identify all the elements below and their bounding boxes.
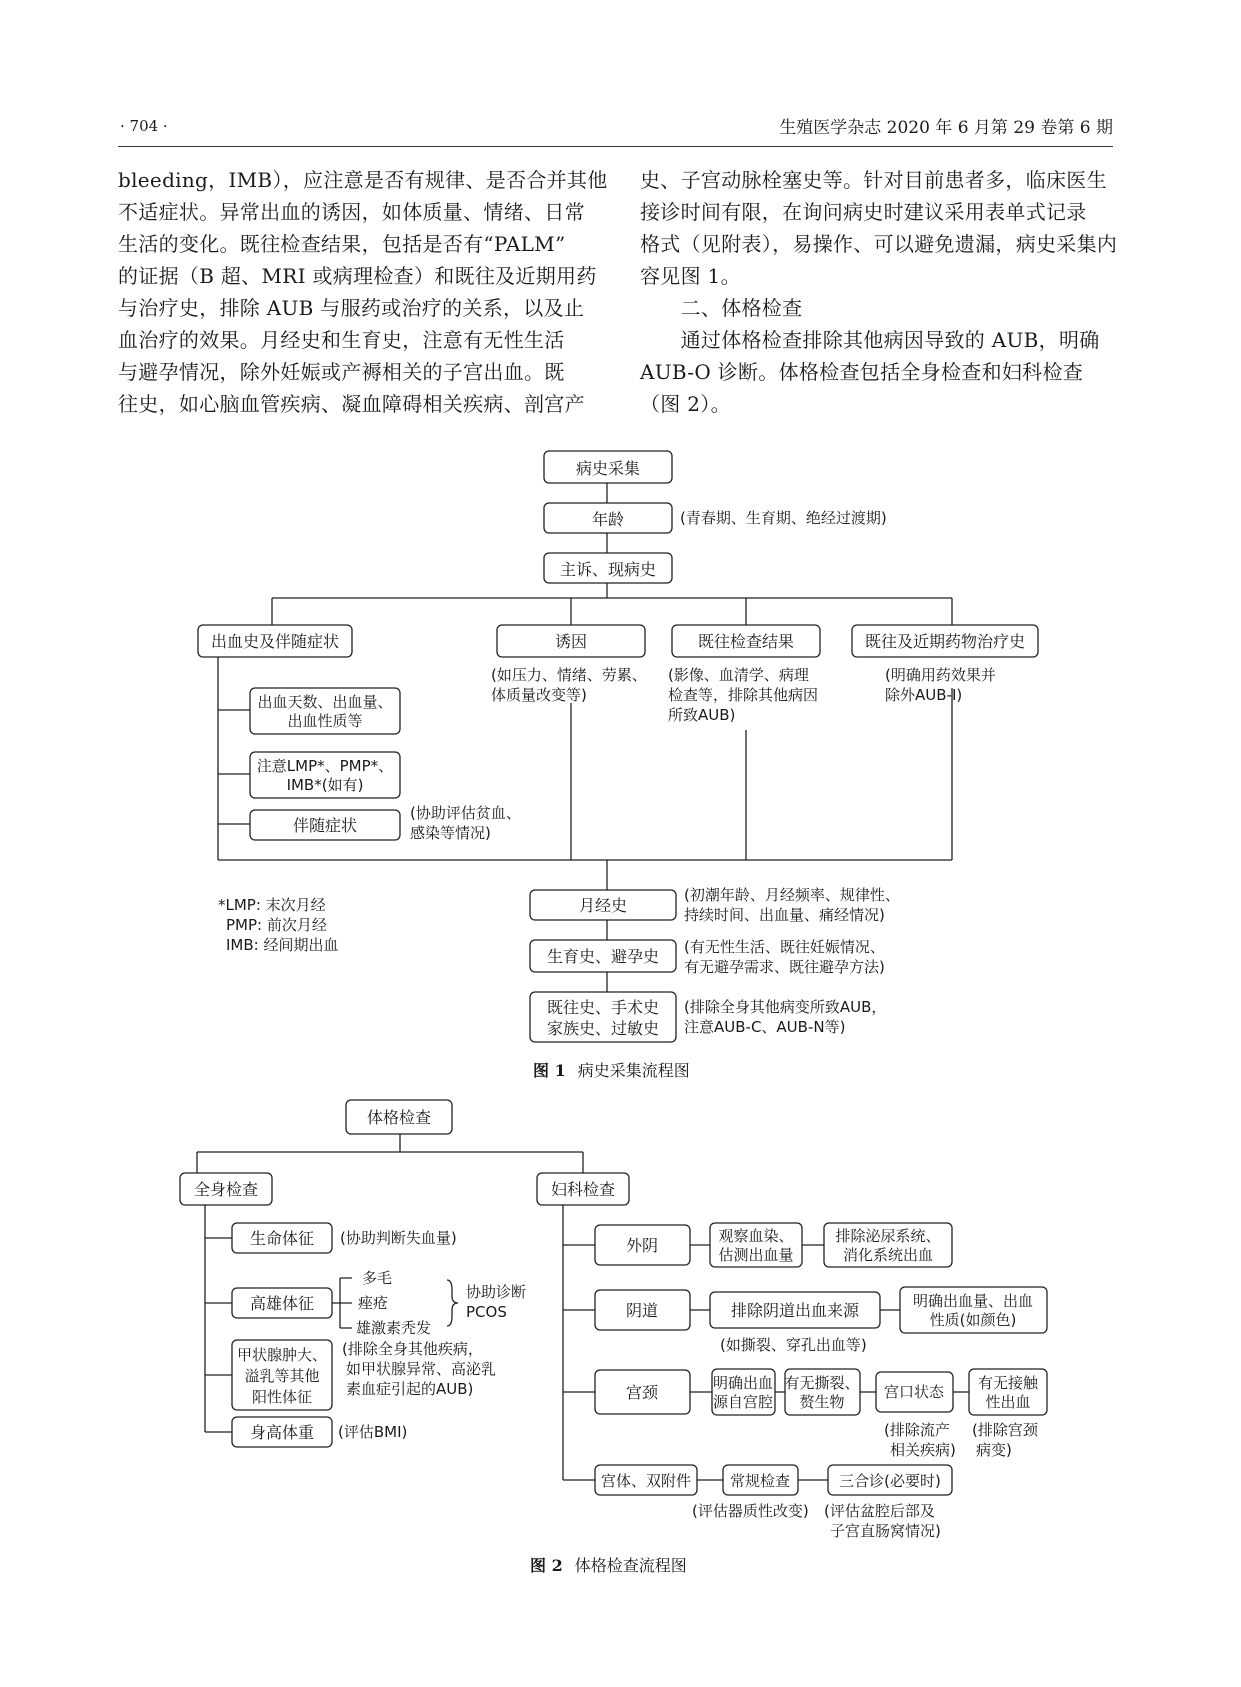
past-note: 注意AUB-C、AUB-N等) (684, 1018, 846, 1036)
box-thyroid-label: 溢乳等其他 (244, 1367, 320, 1385)
menstrual-note: 持续时间、出血量、痛经情况) (684, 906, 885, 924)
box-lmp-label: 注意LMP*、PMP*、 (256, 757, 394, 775)
box-age-label: 年龄 (591, 510, 625, 529)
box-history-label: 病史采集 (575, 459, 641, 478)
pcos-note: PCOS (466, 1303, 507, 1321)
uterus-note: (评估器质性改变) (692, 1502, 809, 1520)
box-gyn-label: 妇科检查 (550, 1180, 616, 1199)
box-vulva-observe-label: 估测出血量 (718, 1246, 794, 1264)
menstrual-note: (初潮年龄、月经频率、规律性、 (684, 886, 900, 904)
thyroid-note: (排除全身其他疾病， (342, 1340, 483, 1358)
text-line: 与避孕情况，除外妊娠或产褥相关的子宫出血。既 (118, 360, 565, 384)
fertility-note: (有无性生活、既往妊娠情况、 (684, 938, 885, 956)
thyroid-note: 素血症引起的AUB) (346, 1380, 474, 1398)
box-uterus-label: 宫体、双附件 (600, 1472, 692, 1490)
symptoms-note: (协助评估贫血、 (410, 804, 521, 822)
box-hyperandro-label: 高雄体征 (249, 1294, 315, 1313)
text-line: 生活的变化。既往检查结果，包括是否有“PALM” (118, 232, 566, 256)
box-prior-exam-label: 既往检查结果 (697, 632, 795, 651)
age-note: (青春期、生育期、绝经过渡期) (680, 509, 887, 527)
figure2-caption (530, 1553, 687, 1576)
vital-note: (协助判断失血量) (340, 1229, 457, 1247)
box-drug-history-label: 既往及近期药物治疗史 (864, 632, 1026, 651)
text-line: AUB-O 诊断。体格检查包括全身检查和妇科检查 (640, 360, 1084, 384)
cervix-note: 相关疾病) (890, 1441, 956, 1459)
text-line: 血治疗的效果。月经史和生育史，注意有无性生活 (118, 328, 565, 352)
figure2-diagram (0, 1090, 1241, 1590)
box-lmp-label: IMB*(如有) (286, 776, 364, 794)
box-exam-label: 体格检查 (366, 1108, 432, 1127)
prior-exam-note: (影像、血清学、病理 (668, 666, 809, 684)
text-line: bleeding，IMB），应注意是否有规律、是否合并其他 (118, 168, 608, 192)
text-line: 往史，如心脑血管疾病、凝血障碍相关疾病、剖宫产 (118, 392, 585, 416)
box-general-label: 全身检查 (193, 1180, 259, 1199)
cervix-note: (排除流产 (884, 1421, 950, 1439)
box-bleed-days-label: 出血天数、出血量、 (257, 693, 393, 711)
symptoms-note: 感染等情况) (410, 824, 491, 842)
text-line: （图 2）。 (640, 392, 731, 416)
box-cervix-contact-label: 性出血 (985, 1393, 1031, 1411)
text-line: 史、子宫动脉栓塞史等。针对目前患者多，临床医生 (640, 168, 1107, 192)
prior-exam-note: 检查等，排除其他病因 (668, 686, 819, 704)
box-vital-label: 生命体征 (249, 1229, 315, 1248)
figure1-caption-title: 病史采集流程图 (577, 1061, 690, 1080)
trigger-note: (如压力、情绪、劳累、 (491, 666, 647, 684)
box-vagina-clarify-label: 明确出血量、出血 (912, 1292, 1034, 1310)
box-vagina-clarify-label: 性质(如颜色) (929, 1311, 1017, 1329)
hirsutism-label: 多毛 (362, 1269, 393, 1287)
footnote: *LMP: 末次月经 (218, 896, 326, 914)
alopecia-label: 雄激素秃发 (356, 1319, 432, 1337)
box-past-label: 家族史、过敏史 (546, 1019, 660, 1038)
cervix-note: 病变) (976, 1441, 1012, 1459)
figure1-caption-number: 图 1 (533, 1061, 566, 1080)
box-bleed-days-label: 出血性质等 (287, 712, 363, 730)
box-thyroid-label: 甲状腺肿大、 (236, 1346, 328, 1364)
box-thyroid-label: 阳性体征 (251, 1388, 313, 1406)
box-cervix-label: 宫颈 (625, 1383, 659, 1402)
text-line: 接诊时间有限，在询问病史时建议采用表单式记录 (640, 200, 1087, 224)
box-vagina-exclude-label: 排除阴道出血来源 (730, 1301, 860, 1320)
text-line: 容见图 1。 (640, 264, 741, 288)
box-cervix-source-label: 明确出血 (712, 1374, 774, 1392)
section-heading: 二、体格检查 (640, 296, 803, 320)
fertility-note: 有无避孕需求、既往避孕方法) (684, 958, 885, 976)
box-vulva-label: 外阴 (625, 1236, 659, 1255)
text-line: 的证据（B 超、MRI 或病理检查）和既往及近期用药 (118, 264, 597, 288)
drug-note: 除外AUB-I) (885, 686, 963, 704)
figure2-caption-title: 体格检查流程图 (574, 1556, 687, 1575)
trigger-note: 体质量改变等) (491, 686, 587, 704)
text-line: 通过体格检查排除其他病因导致的 AUB，明确 (640, 328, 1100, 352)
box-vulva-observe-label: 观察血染、 (718, 1227, 794, 1245)
drug-note: (明确用药效果并 (885, 666, 996, 684)
uterus-note: (评估盆腔后部及 (824, 1502, 935, 1520)
box-bleeding-label: 出血史及伴随症状 (210, 632, 340, 651)
past-note: (排除全身其他病变所致AUB， (684, 998, 887, 1016)
box-vulva-exclude-label: 排除泌尿系统、 (835, 1227, 941, 1245)
box-trigger-label: 诱因 (554, 632, 588, 651)
box-cervix-tear-label: 赘生物 (799, 1393, 845, 1411)
box-height-label: 身高体重 (249, 1423, 315, 1442)
vagina-note: (如撕裂、穿孔出血等) (720, 1336, 867, 1354)
page-number: · 704 · (120, 117, 168, 135)
box-uterus-routine-label: 常规检查 (729, 1472, 791, 1490)
acne-label: 痤疮 (358, 1294, 389, 1312)
box-uterus-trio-label: 三合诊(必要时) (839, 1472, 941, 1490)
box-cervix-os-label: 宫口状态 (883, 1383, 945, 1401)
box-cervix-tear-label: 有无撕裂、 (784, 1374, 860, 1392)
footnote: PMP: 前次月经 (226, 916, 327, 934)
box-symptoms-label: 伴随症状 (292, 816, 358, 835)
box-complaint-label: 主诉、现病史 (559, 560, 657, 579)
box-cervix-contact-label: 有无接触 (977, 1374, 1039, 1392)
thyroid-note: 如甲状腺异常、高泌乳 (346, 1360, 497, 1378)
box-vagina-label: 阴道 (625, 1301, 659, 1320)
prior-exam-note: 所致AUB) (668, 706, 736, 724)
box-past-label: 既往史、手术史 (546, 998, 660, 1017)
cervix-note: (排除宫颈 (972, 1421, 1038, 1439)
height-note: (评估BMI) (338, 1423, 408, 1441)
pcos-note: 协助诊断 (466, 1283, 527, 1301)
box-cervix-source-label: 源自宫腔 (712, 1393, 774, 1411)
figure2-caption-number: 图 2 (530, 1556, 563, 1575)
box-fertility-label: 生育史、避孕史 (546, 947, 660, 966)
uterus-note: 子宫直肠窝情况) (830, 1522, 941, 1540)
journal-header: 生殖医学杂志 2020 年 6 月第 29 卷第 6 期 (779, 118, 1113, 138)
text-line: 不适症状。异常出血的诱因，如体质量、情绪、日常 (118, 200, 585, 224)
box-menstrual-label: 月经史 (578, 896, 628, 915)
text-line: 格式（见附表），易操作、可以避免遗漏，病史采集内 (640, 232, 1118, 256)
text-line: 与治疗史，排除 AUB 与服药或治疗的关系，以及止 (118, 296, 585, 320)
footnote: IMB: 经间期出血 (226, 936, 339, 954)
box-vulva-exclude-label: 消化系统出血 (842, 1246, 934, 1264)
figure1-caption (533, 1058, 690, 1081)
